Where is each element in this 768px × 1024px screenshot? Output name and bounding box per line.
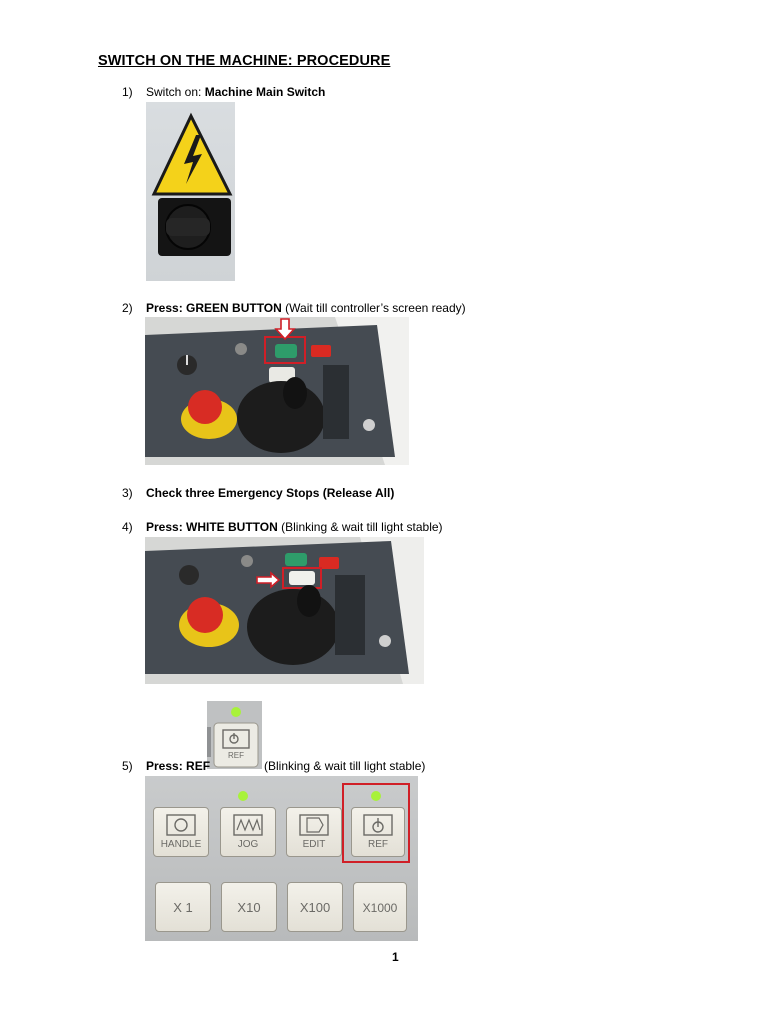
step-4	[122, 520, 443, 534]
step-number: 1)	[122, 85, 133, 99]
x1000-key: X1000	[353, 882, 407, 932]
x100-key: X100	[287, 882, 343, 932]
step-5-b	[264, 759, 425, 773]
handwheel-holder	[323, 365, 349, 439]
control-panel-photo-green	[145, 317, 409, 465]
step-action: Press: WHITE BUTTON	[146, 520, 278, 534]
step-note: (Wait till controller’s screen ready)	[281, 301, 466, 315]
jog-key	[220, 807, 276, 857]
handwheel	[247, 589, 339, 665]
led-indicator	[238, 791, 248, 801]
handwheel	[237, 381, 325, 453]
emergency-stop	[187, 597, 223, 633]
handle-icon	[175, 819, 187, 831]
step-note: (Blinking & wait till light stable)	[277, 520, 443, 534]
step-number: 2)	[122, 301, 133, 315]
step-action: Press: REF	[146, 759, 211, 773]
page-number: 1	[392, 950, 399, 964]
step-action: Machine Main Switch	[204, 85, 326, 99]
step-action: Check three Emergency Stops (Release All)	[146, 486, 395, 500]
handle-key	[153, 807, 209, 857]
edit-key	[286, 807, 342, 857]
green-button	[275, 344, 297, 358]
key-label: REF	[368, 839, 388, 850]
key-label: HANDLE	[160, 839, 202, 850]
red-button	[311, 345, 331, 357]
led-indicator	[371, 791, 381, 801]
green-button	[285, 553, 307, 566]
step-number: 4)	[122, 520, 133, 534]
led-indicator	[231, 707, 241, 717]
step-number: 5)	[122, 759, 133, 773]
key-label: JOG	[237, 839, 259, 850]
ref-key-photo	[207, 701, 262, 769]
jog-icon	[237, 820, 260, 830]
handwheel-holder	[335, 575, 365, 655]
key-label: EDIT	[302, 839, 326, 850]
main-switch-photo	[146, 102, 235, 281]
control-panel-photo-white	[145, 537, 424, 684]
step-1	[122, 85, 325, 99]
keypad-photo	[145, 776, 418, 941]
step-action: Press: GREEN BUTTON	[146, 301, 282, 315]
emergency-stop	[188, 390, 222, 424]
step-note: (Blinking & wait till light stable)	[264, 759, 426, 773]
x10-key: X10	[221, 882, 277, 932]
step-number: 3)	[122, 486, 133, 500]
step-prefix: Switch on:	[146, 85, 205, 99]
white-button	[289, 571, 315, 585]
edit-icon	[307, 818, 323, 832]
step-5-a	[122, 759, 210, 773]
step-2	[122, 301, 466, 315]
ref-key-label: REF	[228, 751, 244, 760]
ref-key	[351, 807, 405, 857]
step-3	[122, 486, 394, 500]
x1-key: X 1	[155, 882, 211, 932]
page-title: SWITCH ON THE MACHINE: PROCEDURE	[98, 53, 391, 69]
